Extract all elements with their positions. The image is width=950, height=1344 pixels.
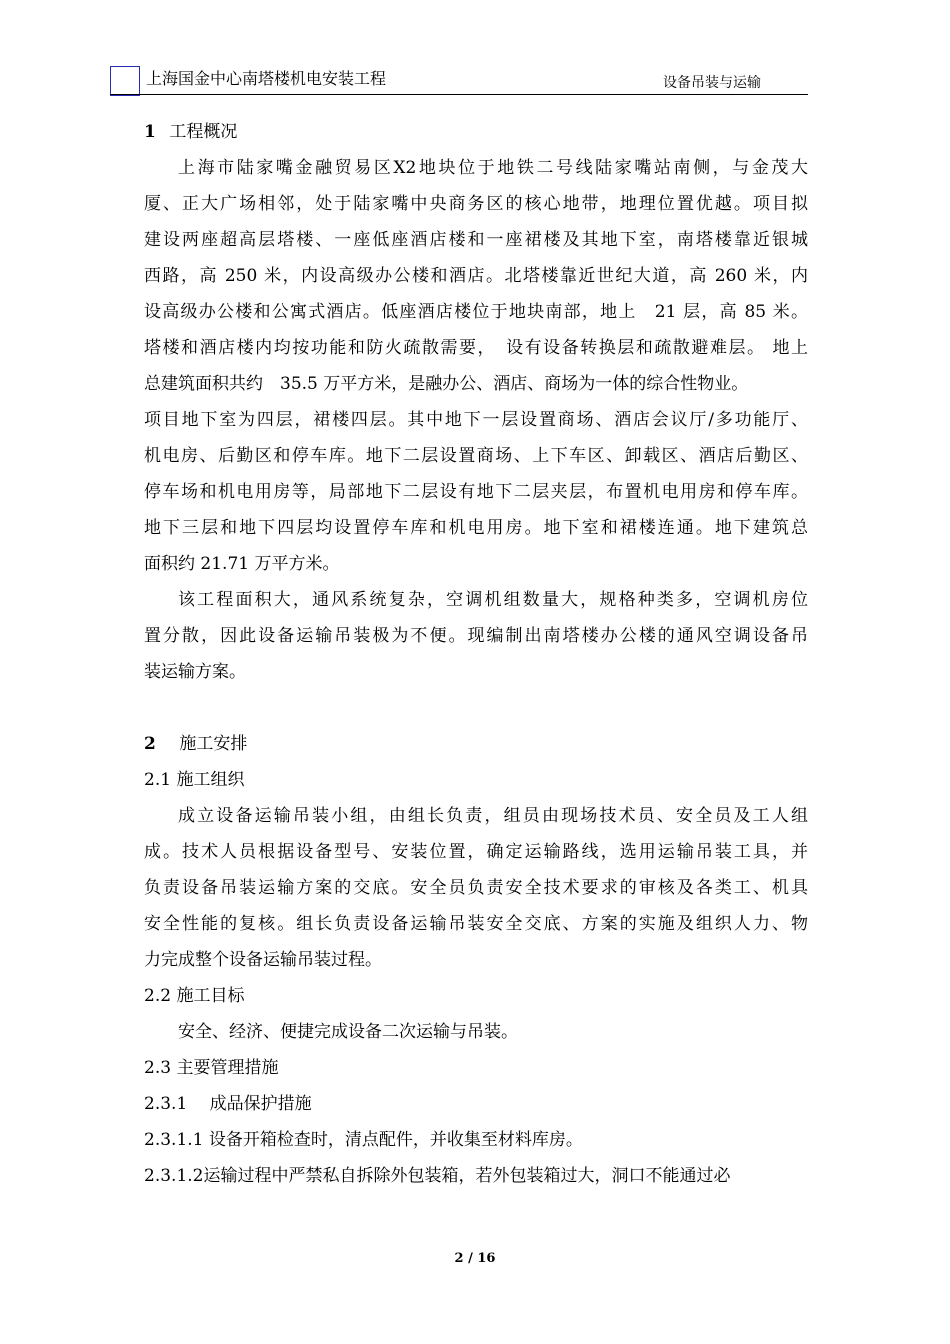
paragraph-line: 西路，高 250 米，内设高级办公楼和酒店。北塔楼靠近世纪大道，高 260 米，内 (144, 266, 808, 286)
paragraph-goal: 安全、经济、便捷完成设备二次运输与吊装。 (178, 1022, 518, 1042)
paragraph-line: 成。技术人员根据设备型号、安装位置，确定运输路线，选用运输吊装工具，并 (144, 842, 808, 862)
subsection-heading-2-1 (144, 768, 808, 804)
paragraph-line: 塔楼和酒店楼内均按功能和防火疏散需要， 设有设备转换层和疏散避难层。 地上 (144, 338, 808, 358)
paragraph-line: 建设两座超高层塔楼、一座低座酒店楼和一座裙楼及其地下室，南塔楼靠近银城 (144, 230, 808, 250)
clause-text: 设备开箱检查时，清点配件，并收集至材料库房。 (208, 1130, 583, 1150)
clause-2-3-1-1 (144, 1128, 808, 1164)
clause-number: 2.3.1.1 (144, 1130, 204, 1150)
subsection-heading-2-3-1 (144, 1092, 808, 1128)
subsection-number: 2.1 (144, 770, 172, 790)
paragraph-line: 安全性能的复核。组长负责设备运输吊装安全交底、方案的实施及组织人力、物 (144, 914, 808, 934)
paragraph-line: 上海市陆家嘴金融贸易区X2地块位于地铁二号线陆家嘴站南侧，与金茂大 (178, 158, 808, 178)
paragraph-line: 负责设备吊装运输方案的交底。安全员负责安全技术要求的审核及各类工、机具 (144, 878, 808, 898)
paragraph-line: 装运输方案。 (144, 662, 246, 682)
spacer (144, 696, 808, 732)
paragraph-line: 地下三层和地下四层均设置停车库和机电用房。地下室和裙楼连通。地下建筑总 (144, 518, 808, 538)
paragraph-line: 设高级办公楼和公寓式酒店。低座酒店楼位于地块南部，地上 21 层，高 85 米。 (144, 302, 808, 322)
paragraph-line: 该工程面积大，通风系统复杂，空调机组数量大，规格种类多，空调机房位 (178, 590, 808, 610)
subsection-title: 主要管理措施 (176, 1058, 279, 1078)
clause-number: 2.3.1.2 (144, 1166, 204, 1186)
paragraph-line: 置分散，因此设备运输吊装极为不便。现编制出南塔楼办公楼的通风空调设备吊 (144, 626, 808, 646)
paragraph-organization (144, 804, 808, 984)
section-heading-1 (144, 120, 808, 156)
paragraph-line: 项目地下室为四层，裙楼四层。其中地下一层设置商场、酒店会议厅/多功能厅、 (144, 410, 808, 430)
page-number: 2 / 16 (454, 1251, 496, 1266)
paragraph-line: 力完成整个设备运输吊装过程。 (144, 950, 382, 970)
section-number: 2 (144, 734, 156, 754)
clause-text: 运输过程中严禁私自拆除外包装箱，若外包装箱过大，洞口不能通过必 (203, 1166, 731, 1186)
paragraph-line: 成立设备运输吊装小组，由组长负责，组员由现场技术员、安全员及工人组 (178, 806, 808, 826)
section-heading-2 (144, 732, 808, 768)
subsection-title: 成品保护措施 (209, 1094, 312, 1114)
subsection-heading-2-3 (144, 1056, 808, 1092)
subsection-number: 2.3.1 (144, 1094, 188, 1114)
header-title: 上海国金中心南塔楼机电安装工程 (146, 69, 387, 88)
paragraph-line: 面积约 21.71 万平方米。 (144, 554, 340, 574)
paragraph-line: 停车场和机电用房等，局部地下二层设有地下二层夹层，布置机电用房和停车库。 (144, 482, 808, 502)
section-title: 工程概况 (169, 122, 238, 142)
document-body (144, 120, 808, 1200)
section-number: 1 (144, 122, 156, 142)
header-divider (110, 94, 808, 95)
paragraph-overview-1 (144, 156, 808, 408)
paragraph-line: 厦、正大广场相邻，处于陆家嘴中央商务区的核心地带，地理位置优越。项目拟 (144, 194, 808, 214)
paragraph-line: 总建筑面积共约 35.5 万平方米，是融办公、酒店、商场为一体的综合性物业。 (144, 374, 749, 394)
subsection-number: 2.2 (144, 986, 172, 1006)
paragraph-line: 机电房、后勤区和停车库。地下二层设置商场、上下车区、卸载区、酒店后勤区、 (144, 446, 808, 466)
clause-2-3-1-2 (144, 1164, 808, 1200)
paragraph-overview-2 (144, 408, 808, 588)
subsection-number: 2.3 (144, 1058, 172, 1078)
subsection-heading-2-2 (144, 984, 808, 1020)
subsection-title: 施工目标 (176, 986, 245, 1006)
subsection-title: 施工组织 (176, 770, 245, 790)
header-section-title: 设备吊装与运输 (663, 75, 761, 91)
paragraph-overview-3 (144, 588, 808, 696)
header-logo-box (110, 66, 140, 96)
section-title: 施工安排 (179, 734, 248, 754)
